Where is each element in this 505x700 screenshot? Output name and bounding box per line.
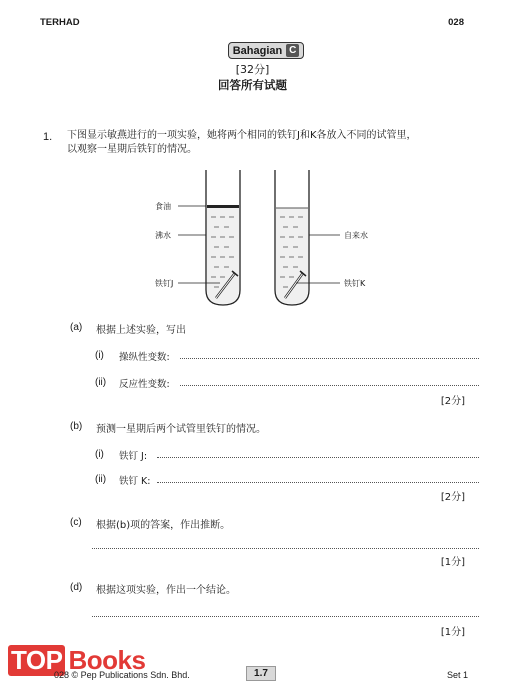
- logo-badge: TOP: [8, 645, 65, 676]
- part-a-label: (a): [70, 322, 83, 333]
- section-label: Bahagian: [232, 44, 283, 57]
- label-boiled-water: 沸水: [155, 231, 171, 240]
- section-marks-total: [32分]: [235, 63, 270, 76]
- label-cooking-oil: 食油: [155, 202, 171, 211]
- header-restricted-label: TERHAD: [40, 17, 80, 28]
- part-a-marks: [2分]: [440, 396, 465, 407]
- part-c-text: 根据(b)项的答案，作出推断。: [96, 520, 231, 531]
- answer-line-d[interactable]: [92, 616, 479, 617]
- label-nail-j: 铁钉J: [155, 279, 174, 288]
- part-d-label: (d): [70, 582, 83, 593]
- answer-line-b-ii[interactable]: [157, 482, 479, 483]
- part-a-sub-ii-text: 反应性变数:: [119, 379, 170, 390]
- header-code: 028: [448, 17, 464, 28]
- section-letter: C: [286, 44, 299, 57]
- logo-text: Books: [68, 645, 146, 675]
- question-number: 1.: [43, 131, 53, 143]
- part-d-marks: [1分]: [440, 627, 465, 638]
- question-stem-line-1: 下图显示敏燕进行的一项实验，她将两个相同的铁钉J和K各放入不同的试管里，: [67, 130, 417, 141]
- part-b-label: (b): [70, 421, 83, 432]
- answer-line-c[interactable]: [92, 548, 479, 549]
- part-a-sub-i-label: (i): [95, 350, 104, 361]
- part-b-marks: [2分]: [440, 492, 465, 503]
- test-tube-diagram: [140, 165, 390, 314]
- part-c-label: (c): [70, 517, 82, 528]
- part-b-sub-ii-text: 铁钉 K:: [119, 476, 151, 487]
- question-stem-line-2: 以观察一星期后铁钉的情况。: [67, 144, 197, 155]
- part-b-sub-i-label: (i): [95, 449, 104, 460]
- part-d-text: 根据这项实验，作出一个结论。: [96, 585, 236, 596]
- label-tap-water: 自来水: [344, 231, 368, 240]
- set-number: Set 1: [446, 670, 468, 680]
- label-nail-k: 铁钉K: [344, 279, 366, 288]
- part-b-text: 预测一星期后两个试管里铁钉的情况。: [96, 424, 266, 435]
- copyright: 028 © Pep Publications Sdn. Bhd.: [54, 670, 190, 680]
- page-number: 1.7: [246, 666, 276, 681]
- answer-line-b-i[interactable]: [157, 457, 479, 458]
- part-a-text: 根据上述实验，写出: [96, 325, 186, 336]
- oil-layer: [207, 205, 239, 208]
- part-a-sub-ii-label: (ii): [95, 377, 107, 388]
- part-c-marks: [1分]: [440, 557, 465, 568]
- part-a-sub-i-text: 操纵性变数:: [119, 352, 170, 363]
- section-heading: [228, 42, 304, 59]
- part-b-sub-ii-label: (ii): [95, 474, 107, 485]
- answer-line-a-i[interactable]: [180, 358, 479, 359]
- part-b-sub-i-text: 铁钉 J:: [119, 451, 148, 462]
- section-instruction: 回答所有试题: [218, 78, 287, 92]
- answer-line-a-ii[interactable]: [180, 385, 479, 386]
